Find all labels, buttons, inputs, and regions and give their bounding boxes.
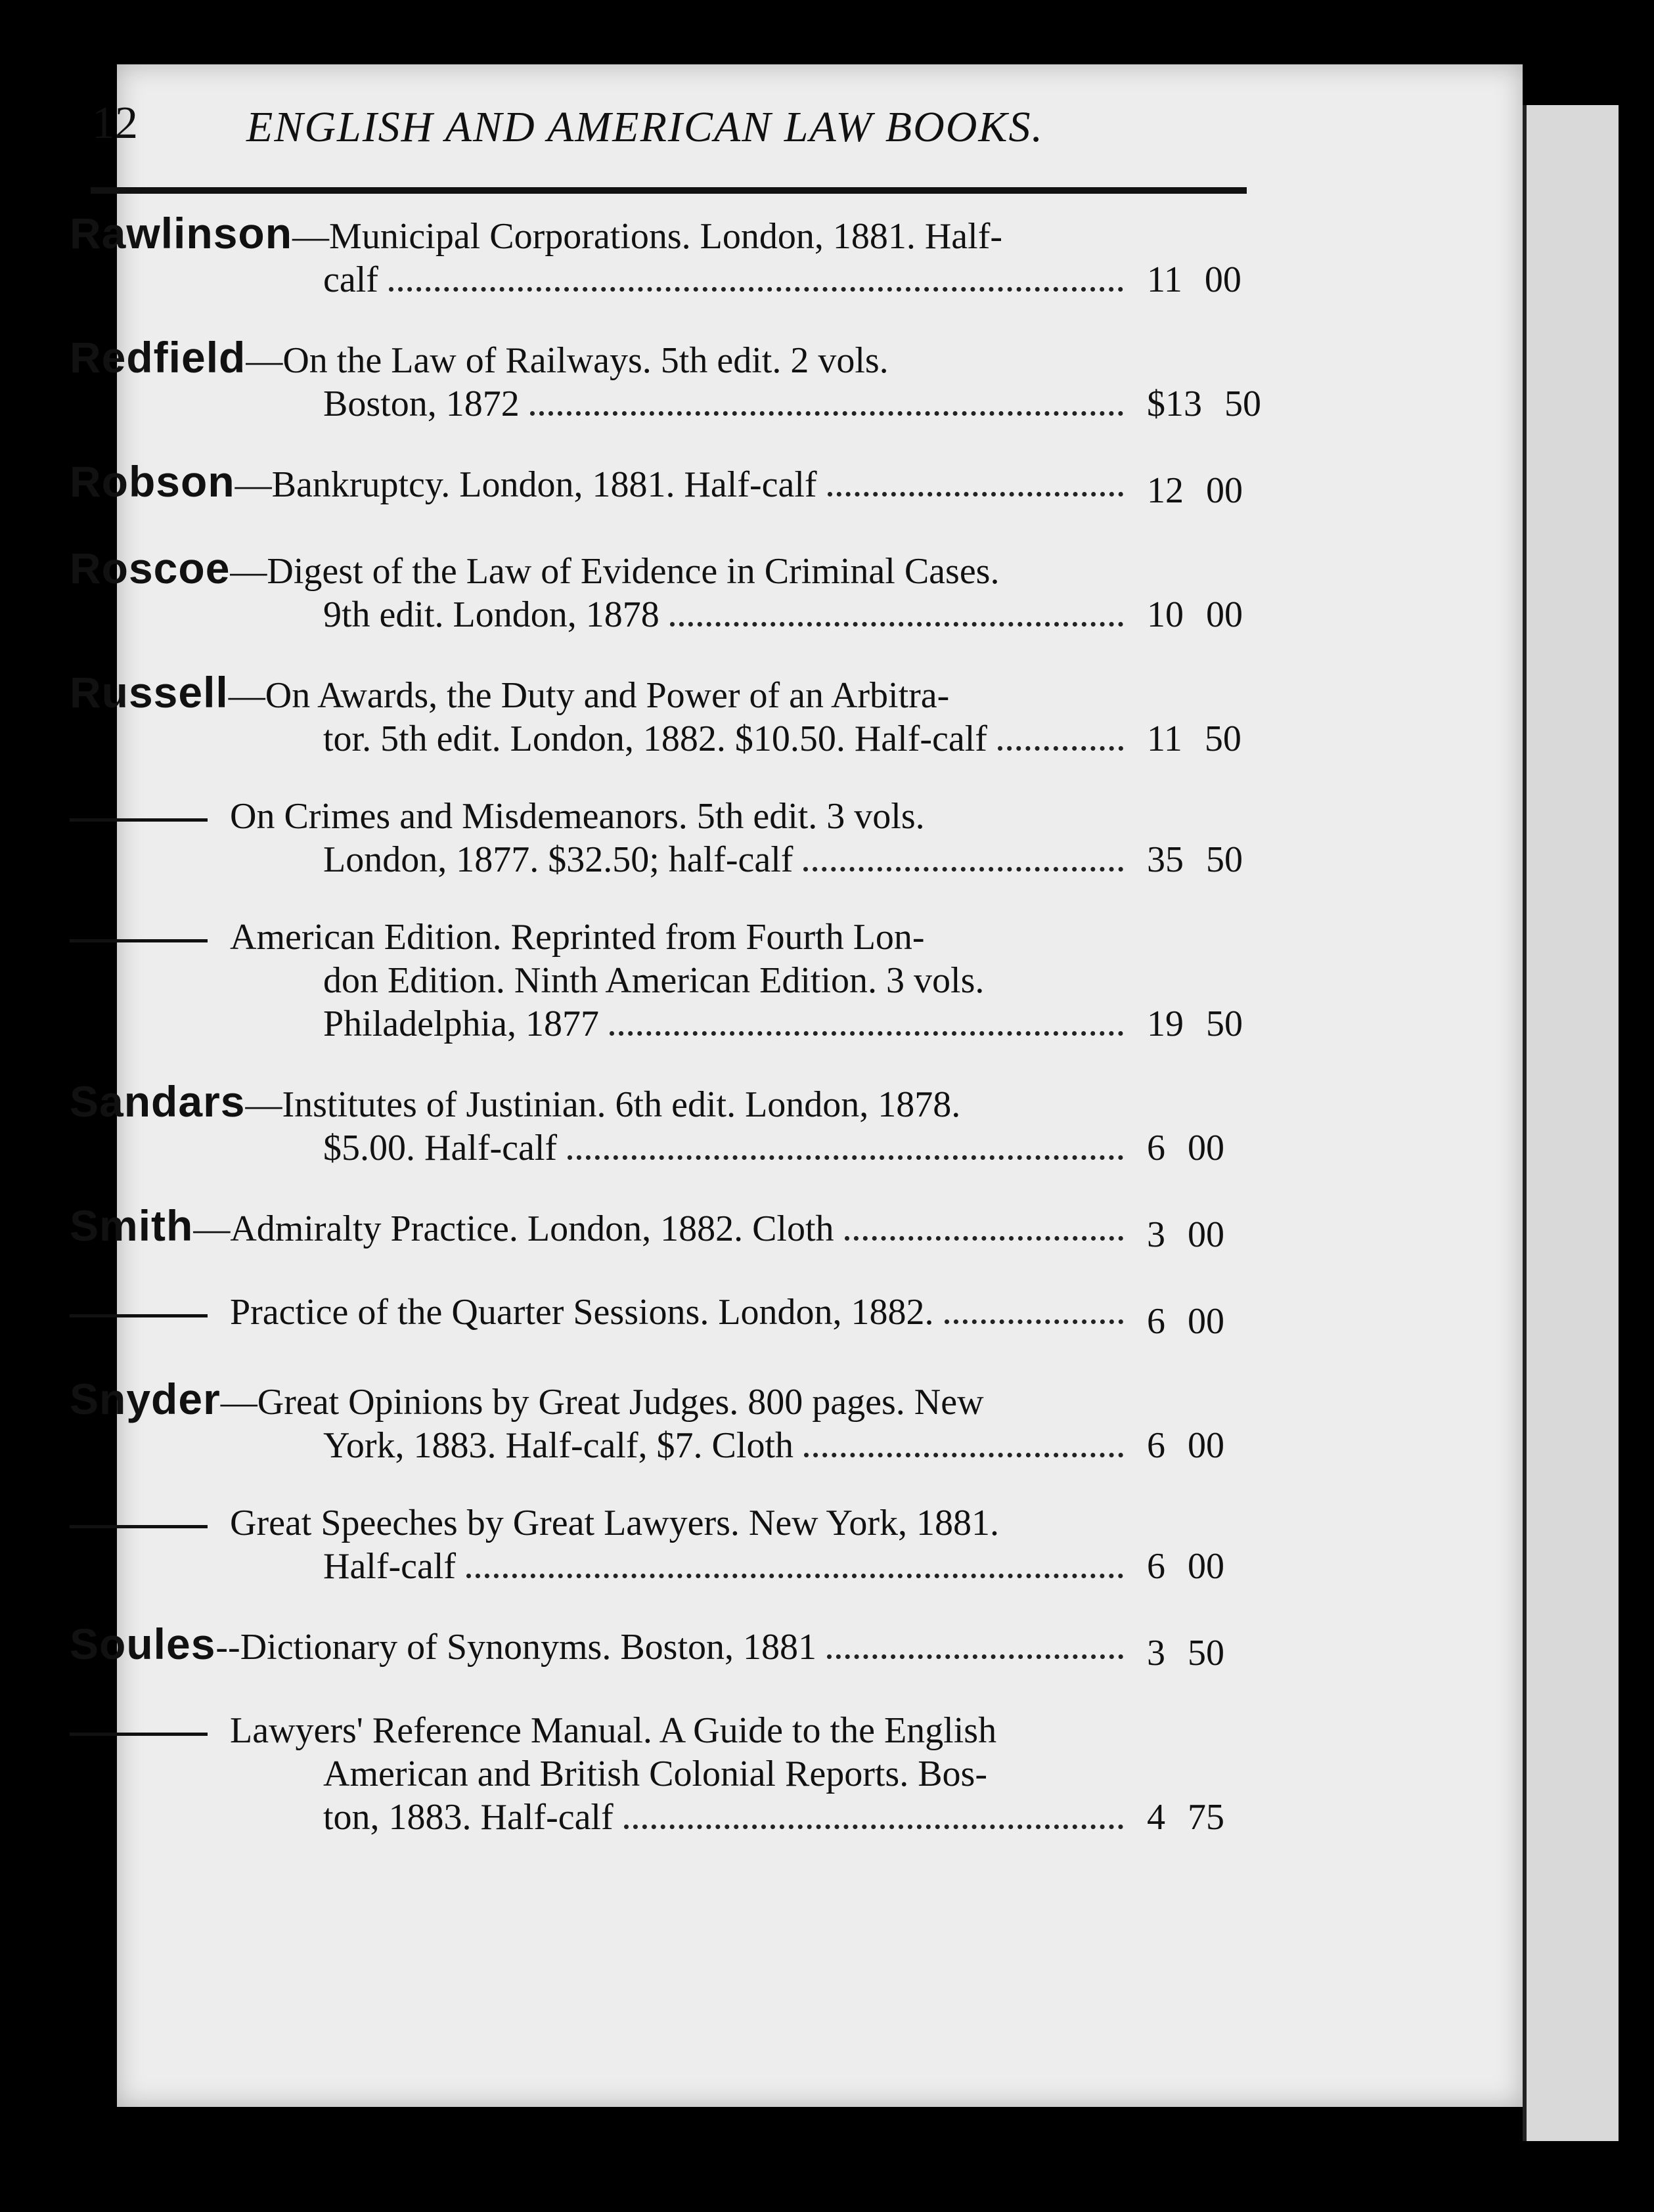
book-entry: [70, 1377, 1252, 1467]
entry-text: [323, 593, 659, 636]
book-entry: [70, 1709, 1252, 1839]
entry-first-line: [70, 1291, 1252, 1334]
entry-text: [70, 333, 889, 382]
price-cents: 50: [1206, 839, 1243, 880]
price: [1147, 1300, 1252, 1343]
entry-continuation-line: [70, 717, 1252, 761]
price-dollars: 6: [1147, 1546, 1165, 1587]
title-text: Half-calf: [323, 1546, 457, 1587]
entry-text: [323, 382, 520, 426]
dot-leader: [624, 1825, 1123, 1829]
title-text: —On Awards, the Duty and Power of an Arbitra-: [228, 675, 950, 716]
price: [1147, 1796, 1252, 1839]
title-text: —Bankruptcy. London, 1881. Half-calf: [235, 464, 817, 505]
title-text: 9th edit. London, 1878: [323, 594, 659, 635]
title-text: London, 1877. $32.50; half-calf: [323, 839, 793, 880]
entry-text: [70, 1710, 996, 1751]
dot-leader: [568, 1155, 1123, 1160]
entry-text: [70, 796, 925, 837]
price-dollars: 3: [1147, 1214, 1165, 1255]
dot-leader: [610, 1031, 1123, 1036]
book-entry: [70, 916, 1252, 1046]
entry-first-line: [70, 211, 1252, 258]
title-text: $5.00. Half-calf: [323, 1128, 558, 1168]
price-dollars: $13: [1147, 384, 1202, 424]
entry-text: [70, 668, 950, 717]
book-entry: [70, 211, 1252, 301]
entry-text: [323, 838, 793, 881]
price-dollars: 6: [1147, 1128, 1165, 1168]
author-name: Smith: [70, 1201, 194, 1250]
entry-text: [323, 1002, 599, 1046]
ditto-dash: [70, 1525, 208, 1528]
title-text: —Institutes of Justinian. 6th edit. London, 1878.: [245, 1084, 961, 1125]
price-cents: 50: [1188, 1633, 1224, 1673]
author-name: Redfield: [70, 333, 246, 382]
title-text: Boston, 1872: [323, 384, 520, 424]
header-rule: [91, 187, 1247, 194]
entry-text: [323, 1796, 614, 1839]
entry-continuation-line: [70, 258, 1252, 301]
entry-continuation-line: [70, 1002, 1252, 1046]
dot-leader: [804, 1453, 1123, 1457]
entry-first-line: [70, 1709, 1252, 1752]
price-cents: 00: [1188, 1301, 1224, 1342]
entry-continuation-line: [70, 382, 1252, 426]
price: [1147, 1424, 1252, 1467]
entry-text: [70, 1077, 961, 1126]
entry-continuation-line: [70, 959, 1252, 1002]
title-text: American and British Colonial Reports. Bos-: [323, 1754, 987, 1794]
book-list: [70, 209, 1261, 1873]
dot-leader: [670, 622, 1123, 627]
entry-first-line: [70, 457, 1252, 506]
title-text: ton, 1883. Half-calf: [323, 1797, 614, 1838]
entry-text: [70, 917, 925, 958]
book-entry: [70, 457, 1252, 512]
entry-first-line: [70, 546, 1252, 593]
price: [1147, 1126, 1252, 1170]
price-dollars: 3: [1147, 1633, 1165, 1673]
title-text: —Municipal Corporations. London, 1881. Half-: [292, 216, 1002, 257]
entry-text: [323, 960, 984, 1001]
price-cents: 50: [1204, 719, 1241, 759]
price: [1147, 593, 1252, 636]
author-name: Snyder: [70, 1375, 221, 1423]
entry-text: [70, 209, 1002, 257]
entry-first-line: [70, 1377, 1252, 1424]
entry-continuation-line: [70, 1796, 1252, 1839]
title-text: --Dictionary of Synonyms. Boston, 1881: [215, 1627, 817, 1668]
book-entry: [70, 668, 1252, 761]
price-dollars: 6: [1147, 1425, 1165, 1466]
price-dollars: 12: [1147, 470, 1184, 511]
dot-leader: [998, 746, 1123, 751]
price: [1147, 1213, 1252, 1256]
dot-leader: [466, 1574, 1123, 1578]
entry-first-line: [70, 668, 1252, 717]
title-text: Practice of the Quarter Sessions. London, 1882.: [230, 1292, 934, 1333]
price-dollars: 10: [1147, 594, 1184, 635]
next-page-edge: [1523, 105, 1619, 2141]
dot-leader: [845, 1236, 1123, 1241]
entry-text: [70, 1201, 834, 1250]
entry-text: [323, 1545, 456, 1588]
price-dollars: 11: [1147, 259, 1182, 300]
author-name: Russell: [70, 668, 229, 717]
entry-text: [70, 1503, 999, 1543]
title-text: —Great Opinions by Great Judges. 800 pages. New: [220, 1382, 984, 1423]
entry-text: [70, 1375, 984, 1423]
price-dollars: 11: [1147, 719, 1182, 759]
dot-leader: [828, 492, 1123, 497]
entry-first-line: [70, 916, 1252, 959]
book-entry: [70, 546, 1252, 636]
price: [1147, 1631, 1252, 1675]
price: [1147, 469, 1252, 512]
page-number: 12: [92, 98, 138, 148]
ditto-dash: [70, 939, 208, 942]
entry-continuation-line: [70, 838, 1252, 881]
ditto-dash: [70, 818, 208, 822]
title-text: York, 1883. Half-calf, $7. Cloth: [323, 1425, 794, 1466]
entry-continuation-line: [70, 1545, 1252, 1588]
price-cents: 50: [1224, 384, 1261, 424]
price-cents: 00: [1188, 1128, 1224, 1168]
book-entry: [70, 1501, 1252, 1588]
dot-leader: [530, 411, 1123, 416]
price-dollars: 6: [1147, 1301, 1165, 1342]
entry-first-line: [70, 1201, 1252, 1250]
price-dollars: 19: [1147, 1004, 1184, 1044]
dot-leader: [803, 867, 1123, 872]
title-text: don Edition. Ninth American Edition. 3 vols.: [323, 960, 985, 1001]
ditto-dash: [70, 1314, 208, 1317]
entry-first-line: [70, 1501, 1252, 1545]
title-text: —Digest of the Law of Evidence in Criminal Cases.: [230, 551, 1000, 592]
price-cents: 00: [1206, 470, 1243, 511]
price-cents: 00: [1188, 1425, 1224, 1466]
entry-first-line: [70, 795, 1252, 838]
entry-first-line: [70, 1622, 1252, 1669]
title-text: On Crimes and Misdemeanors. 5th edit. 3 vols.: [230, 796, 925, 837]
title-text: American Edition. Reprinted from Fourth Lon-: [230, 917, 925, 958]
dot-leader: [945, 1319, 1123, 1324]
book-entry: [70, 1291, 1252, 1343]
author-name: Robson: [70, 457, 235, 506]
entry-first-line: [70, 1077, 1252, 1126]
author-name: Rawlinson: [70, 209, 293, 257]
author-name: Roscoe: [70, 544, 231, 592]
price: [1147, 838, 1252, 881]
title-text: calf: [323, 259, 378, 300]
price-dollars: 35: [1147, 839, 1184, 880]
price-cents: 00: [1188, 1546, 1224, 1587]
entry-text: [70, 457, 817, 506]
entry-first-line: [70, 333, 1252, 382]
title-text: Philadelphia, 1877: [323, 1004, 599, 1044]
price-cents: 50: [1206, 1004, 1243, 1044]
entry-text: [70, 1291, 934, 1334]
title-text: —On the Law of Railways. 5th edit. 2 vols.: [246, 340, 889, 381]
entry-text: [323, 1424, 793, 1467]
entry-continuation-line: [70, 593, 1252, 636]
entry-text: [323, 717, 987, 761]
entry-text: [70, 1622, 816, 1669]
entry-continuation-line: [70, 1424, 1252, 1467]
book-entry: [70, 1201, 1252, 1256]
price-dollars: 4: [1147, 1797, 1165, 1838]
dot-leader: [389, 287, 1123, 292]
price: [1147, 382, 1261, 426]
entry-text: [323, 258, 378, 301]
running-title: ENGLISH AND AMERICAN LAW BOOKS.: [246, 103, 1044, 151]
price: [1147, 717, 1252, 761]
dot-leader: [827, 1654, 1123, 1659]
title-text: tor. 5th edit. London, 1882. $10.50. Half-calf: [323, 719, 987, 759]
title-text: Lawyers' Reference Manual. A Guide to the English: [230, 1710, 997, 1751]
book-entry: [70, 1622, 1252, 1675]
book-entry: [70, 1077, 1252, 1170]
ditto-dash: [70, 1733, 208, 1736]
entry-continuation-line: [70, 1752, 1252, 1796]
book-entry: [70, 333, 1261, 426]
price-cents: 00: [1204, 259, 1241, 300]
author-name: Soules: [70, 1620, 216, 1668]
price-cents: 00: [1188, 1214, 1224, 1255]
page-header: [92, 97, 1327, 156]
price-cents: 00: [1206, 594, 1243, 635]
price-cents: 75: [1188, 1797, 1224, 1838]
book-entry: [70, 795, 1252, 881]
entry-continuation-line: [70, 1126, 1252, 1170]
entry-text: [323, 1126, 557, 1170]
title-text: Great Speeches by Great Lawyers. New York, 1881.: [230, 1503, 1000, 1543]
entry-text: [70, 544, 1000, 592]
price: [1147, 258, 1252, 301]
price: [1147, 1002, 1252, 1046]
price: [1147, 1545, 1252, 1588]
entry-text: [323, 1754, 987, 1794]
title-text: —Admiralty Practice. London, 1882. Cloth: [193, 1208, 834, 1249]
author-name: Sandars: [70, 1077, 246, 1126]
